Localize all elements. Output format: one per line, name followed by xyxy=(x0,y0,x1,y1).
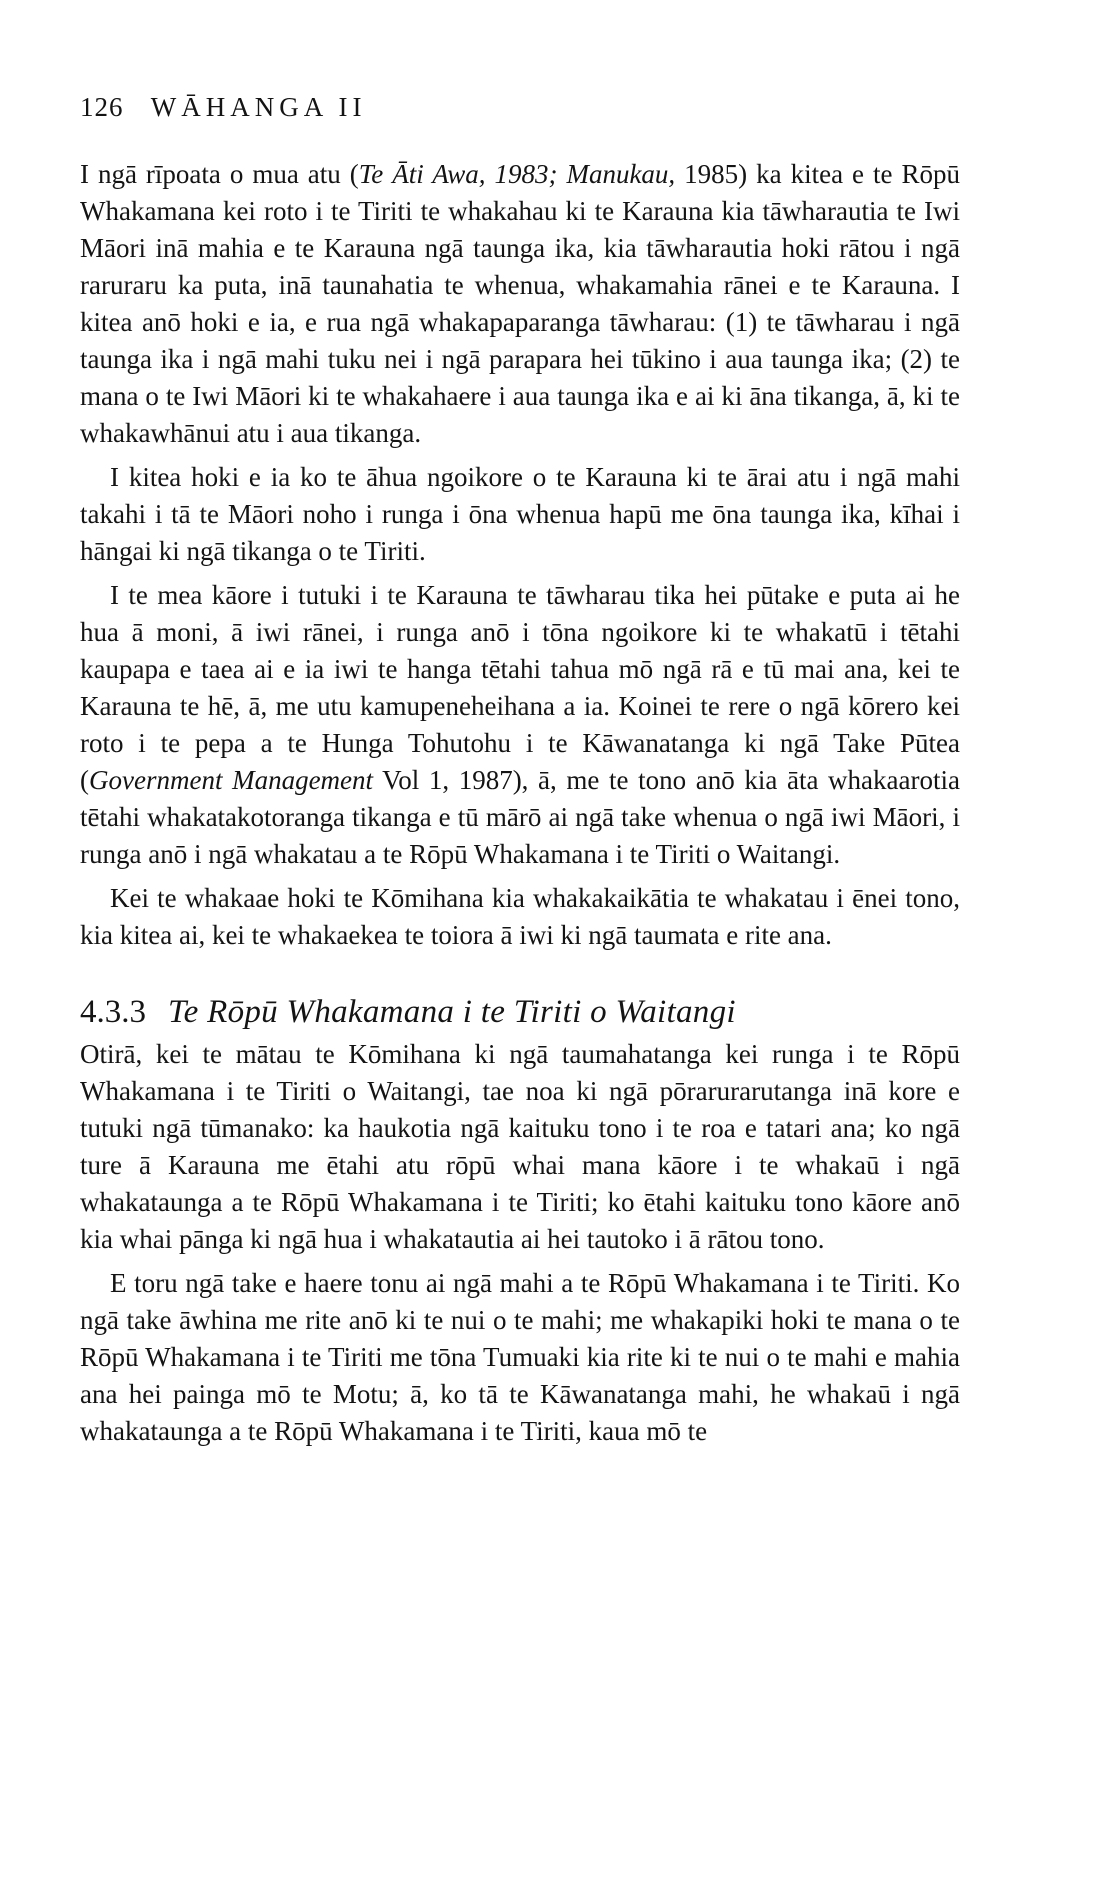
paragraph-1-text-b: 1985) ka kitea e te Rōpū Whakamana kei roto i te Tiriti te whakahau ki te Karauna kia tāwharautia te Iwi Māori inā mahia e te Karauna ngā taunga ika, kia tāwharautia hoki rātou i ngā raruraru ka puta, inā taunahatia te whenua, whakamahia rānei e te Karauna. I kitea anō hoki e ia, e rua ngā whakapaparanga tāwharau: (1) te tāwharau i ngā taunga ika i ngā mahi tuku nei i ngā parapara hei tūkino i aua taunga ika; (2) te mana o te Iwi Māori ki te whakahaere i aua taunga ika e ai ki āna tikanga, ā, ki te whakawhānui atu i aua tikanga. xyxy=(80,159,960,448)
document-page xyxy=(80,92,960,1457)
paragraph-3-text-a: I te mea kāore i tutuki i te Karauna te tāwharau tika hei pūtake e puta ai he hua ā moni, ā iwi rānei, i runga anō i tōna ngoikore ki te whakatū i tētahi kaupapa e taea ai e ia iwi te hanga tētahi tahua mō ngā rā e tū mai ana, kei te Karauna te hē, ā, me utu kamupeneheihana a ia. Koinei te rere o ngā kōrero kei roto i te pepa a te Hunga Tohutohu i te Kāwanatanga ki ngā Take Pūtea ( xyxy=(80,580,960,795)
paragraph-3-citation: Government Management xyxy=(89,765,374,795)
paragraph-3-text-b: Vol 1, 1987), ā, me te tono anō kia āta whakaarotia tētahi whakatakotoranga tikanga e tū mārō ai ngā take whenua o ngā iwi Māori, i runga anō i ngā whakatau a te Rōpū Whakamana i te Tiriti o Waitangi. xyxy=(80,765,960,869)
chapter-title: WĀHANGA II xyxy=(150,92,367,122)
paragraph-6: E toru ngā take e haere tonu ai ngā mahi a te Rōpū Whakamana i te Tiriti. Ko ngā take āwhina me rite anō ki te nui o te mahi; me whakapiki hoki te mana o te Rōpū Whakamana i te Tiriti me tōna Tumuaki kia rite ki te nui o te mahi e mahia ana hei painga mō te Motu; ā, ko tā te Kāwanatanga mahi, he whakaū i ngā whakataunga a te Rōpū Whakamana i te Tiriti, kaua mō te xyxy=(80,1268,960,1446)
paragraph-3 xyxy=(80,577,960,873)
page-number: 126 xyxy=(80,92,124,122)
section-number: 4.3.3 xyxy=(80,994,146,1030)
section-title: Te Rōpū Whakamana i te Tiriti o Waitangi xyxy=(168,994,736,1030)
paragraph-5: Otirā, kei te mātau te Kōmihana ki ngā taumahatanga kei runga i te Rōpū Whakamana i te Tiriti o Waitangi, tae noa ki ngā pōrarurarutanga inā kore e tutuki ngā tūmanako: ka haukotia ngā kaituku tono i te roa e tatari ana; ko ngā ture ā Karauna me ētahi atu rōpū whai mana kāore i te whakaū i ngā whakataunga a te Rōpū Whakamana i te Tiriti; ko ētahi kaituku tono kāore anō kia whai pānga ki ngā hua i whakatautia ai hei tautoko i ā rātou tono. xyxy=(80,1039,960,1254)
section-heading xyxy=(80,992,960,1032)
paragraph-1-citation: Te Āti Awa, 1983; Manukau, xyxy=(358,159,676,189)
paragraph-4: Kei te whakaae hoki te Kōmihana kia whakakaikātia te whakatau i ēnei tono, kia kitea ai, kei te whakaekea te toiora ā iwi ki ngā taumata e rite ana. xyxy=(80,883,960,950)
paragraph-2: I kitea hoki e ia ko te āhua ngoikore o te Karauna ki te ārai atu i ngā mahi takahi i tā te Māori noho i runga i ōna whenua hapū me ōna taunga ika, kīhai i hāngai ki ngā tikanga o te Tiriti. xyxy=(80,462,960,566)
paragraph-1-text-a: I ngā rīpoata o mua atu ( xyxy=(80,159,359,189)
running-head xyxy=(80,92,960,122)
paragraph-1 xyxy=(80,156,960,452)
